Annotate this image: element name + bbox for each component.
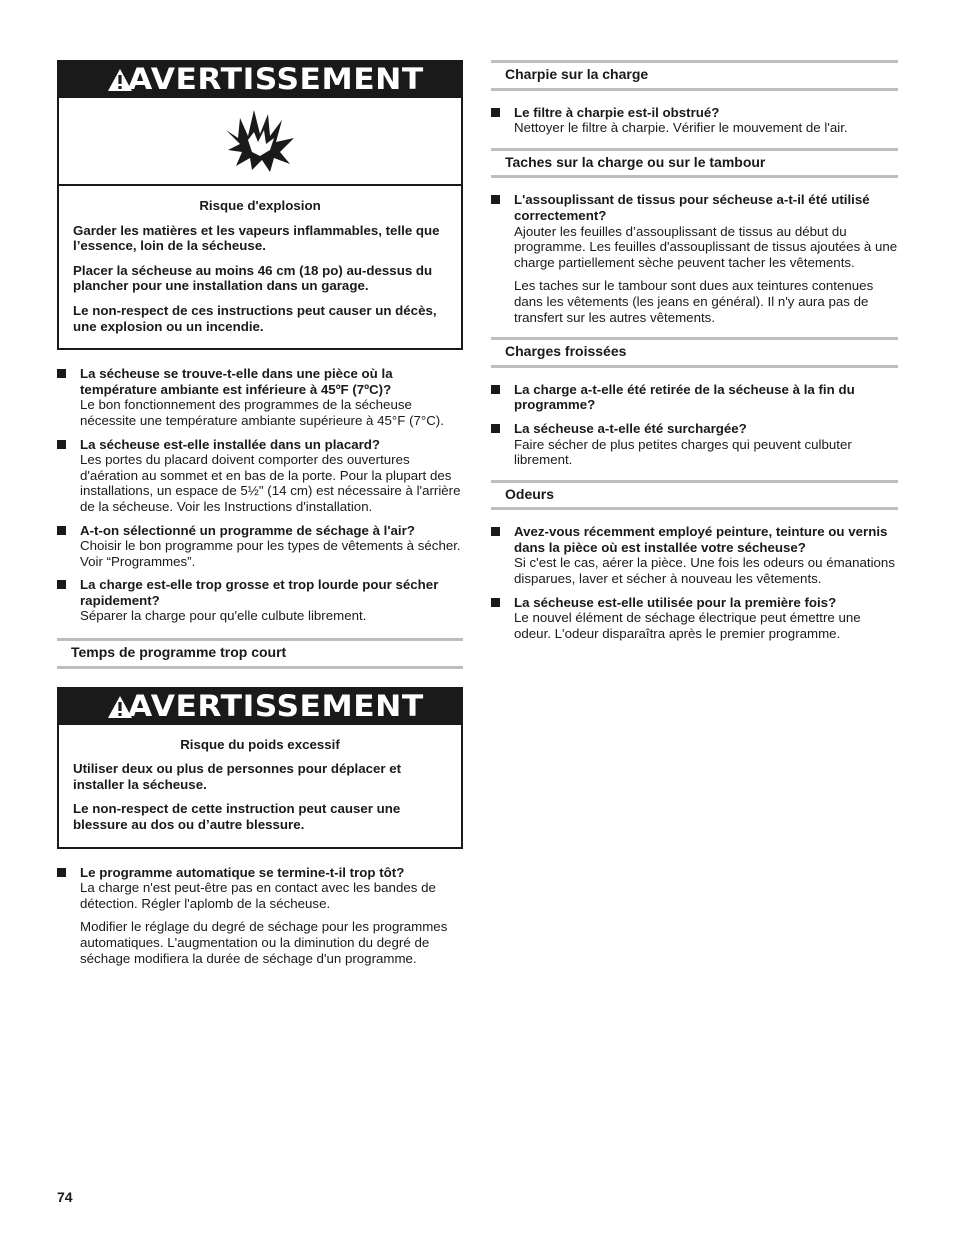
warning-body — [59, 186, 461, 348]
warning-title: AVERTISSEMENT — [128, 688, 424, 723]
bullet-square-icon — [491, 598, 500, 607]
item-answer-extra: Les taches sur le tambour sont dues aux teintures contenues dans les vêtements (les jeans en général). Il n'y aura pas de transfert sur les autres vêtements. — [514, 278, 874, 325]
item-question: Le programme automatique se termine-t-il trop tôt? — [80, 864, 405, 880]
item-answer: Les portes du placard doivent comporter des ouvertures d'aération au sommet et en bas de la porte. Pour la plupart des installations, un espace de 5½" (14 cm) est nécessaire à l'arrière de la sécheuse. Voir les Instructions d'installation. — [80, 452, 461, 514]
warning-paragraph: Le non-respect de cette instruction peut causer une blessure au dos ou d’autre blessure. — [73, 801, 401, 833]
bullet-square-icon — [491, 385, 500, 394]
warning-paragraph: Placer la sécheuse au moins 46 cm (18 po) au-dessus du plancher pour une installation dans un garage. — [73, 262, 433, 294]
warning-header — [59, 62, 461, 98]
list-item — [57, 865, 463, 967]
bullet-square-icon — [57, 526, 66, 535]
list-item — [491, 192, 898, 325]
list-item — [57, 523, 463, 570]
bullet-square-icon — [57, 440, 66, 449]
item-question: La sécheuse est-elle utilisée pour la première fois? — [514, 594, 837, 610]
bullet-square-icon — [57, 369, 66, 378]
warning-paragraph: Utiliser deux ou plus de personnes pour déplacer et installer la sécheuse. — [73, 761, 402, 792]
warning-heading: Risque d'explosion — [199, 198, 321, 213]
section-header-stains: Taches sur la charge ou sur le tambour — [491, 148, 898, 179]
warning-paragraph: Le non-respect de ces instructions peut causer un décès, une explosion ou un incendie. — [73, 302, 437, 334]
section-header-wrinkled: Charges froissées — [491, 337, 898, 368]
list-item — [57, 577, 463, 624]
item-question: Le filtre à charpie est-il obstrué? — [514, 104, 720, 120]
item-answer: Faire sécher de plus petites charges qui peuvent culbuter librement. — [514, 436, 852, 468]
list-item — [491, 382, 898, 413]
section-header-lint: Charpie sur la charge — [491, 60, 898, 91]
item-answer: Séparer la charge pour qu'elle culbute librement. — [80, 608, 367, 624]
item-answer-extra: Modifier le réglage du degré de séchage pour les programmes automatiques. L'augmentation ou la diminution du degré de séchage modifiera la durée de séchage d'un programme. — [80, 919, 448, 966]
bullet-square-icon — [491, 195, 500, 204]
warning-title: AVERTISSEMENT — [128, 62, 424, 97]
bullet-square-icon — [491, 424, 500, 433]
warning-body — [59, 725, 461, 847]
left-column — [57, 60, 463, 974]
right-column — [491, 60, 898, 649]
warning-paragraph: Garder les matières et les vapeurs inflammables, telle que l’essence, loin de la sécheuse. — [73, 222, 440, 254]
section-header-program-short: Temps de programme trop court — [57, 638, 463, 669]
list-item — [491, 524, 898, 586]
item-question: Avez-vous récemment employé peinture, teinture ou vernis dans la pièce où est installée votre sécheuse? — [514, 524, 888, 555]
item-answer: Ajouter les feuilles d’assouplissant de tissus au début du programme. Les feuilles d'assouplissant de tissus ajoutées à une charge partiellement sèche peuvent tacher les vêtements. — [514, 223, 898, 270]
list-item — [57, 437, 463, 515]
item-question: La sécheuse a-t-elle été surchargée? — [514, 420, 747, 436]
list-item — [491, 105, 898, 136]
warning-heading: Risque du poids excessif — [180, 736, 340, 752]
section-header-odors: Odeurs — [491, 480, 898, 511]
bullet-square-icon — [57, 868, 66, 877]
list-item — [57, 366, 463, 428]
weight-warning-box — [57, 687, 463, 849]
item-answer: Le bon fonctionnement des programmes de la sécheuse nécessite une température ambiante supérieure à 45°F (7°C). — [80, 397, 444, 428]
item-question: La sécheuse est-elle installée dans un placard? — [80, 436, 381, 452]
explosion-pictogram — [59, 98, 461, 186]
bullet-square-icon — [491, 527, 500, 536]
item-question: La sécheuse se trouve-t-elle dans une pièce où la température ambiante est inférieure à 45ºF (7ºC)? — [80, 366, 393, 397]
explosion-warning-box — [57, 60, 463, 350]
item-answer: Le nouvel élément de séchage électrique peut émettre une odeur. L'odeur disparaîtra après le premier programme. — [514, 610, 861, 641]
item-answer: Choisir le bon programme pour les types de vêtements à sécher. Voir “Programmes”. — [80, 538, 461, 569]
item-question: La charge est-elle trop grosse et trop lourde pour sécher rapidement? — [80, 577, 439, 608]
item-answer: Nettoyer le filtre à charpie. Vérifier le mouvement de l'air. — [514, 120, 848, 136]
bullet-square-icon — [57, 580, 66, 589]
list-item — [491, 595, 898, 642]
item-question: La charge a-t-elle été retirée de la sécheuse à la fin du programme? — [514, 381, 855, 413]
item-answer: La charge n'est peut-être pas en contact avec les bandes de détection. Régler l'aplomb de la sécheuse. — [80, 880, 436, 911]
item-answer: Si c'est le cas, aérer la pièce. Une fois les odeurs ou émanations disparues, laver et sécher à nouveau les vêtements. — [514, 555, 895, 587]
item-question: L'assouplissant de tissus pour sécheuse a-t-il été utilisé correctement? — [514, 192, 870, 223]
page-number: 74 — [57, 1189, 73, 1205]
list-item — [491, 421, 898, 468]
item-question: A-t-on sélectionné un programme de séchage à l'air? — [80, 522, 415, 538]
bullet-square-icon — [491, 108, 500, 117]
warning-header — [59, 689, 461, 725]
explosion-icon — [224, 108, 296, 174]
